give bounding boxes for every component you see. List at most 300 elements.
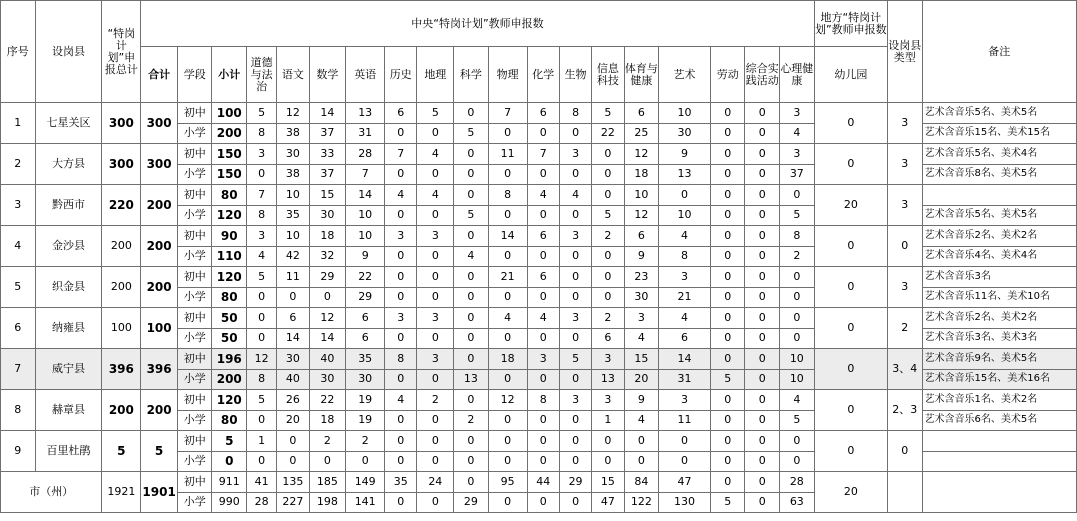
row-subject-value: 4 (659, 308, 711, 329)
row-subject-value: 0 (745, 328, 780, 349)
row-stage: 小学 (177, 205, 212, 226)
summary-subject-value: 41 (247, 472, 277, 493)
row-index: 1 (1, 103, 36, 144)
row-subject-value: 23 (624, 267, 659, 288)
summary-subject-value: 0 (710, 472, 745, 493)
summary-subtotal: 911 (212, 472, 247, 493)
header-subject: 科学 (454, 47, 489, 103)
row-subject-value: 0 (710, 226, 745, 247)
row-subject-value: 13 (454, 369, 489, 390)
row-index: 6 (1, 308, 36, 349)
row-subject-value: 4 (454, 246, 489, 267)
row-subject-value: 0 (780, 328, 815, 349)
row-total: 200 (141, 267, 178, 308)
row-subject-value: 0 (385, 205, 417, 226)
summary-subject-value: 0 (417, 492, 454, 513)
row-subtotal: 50 (212, 328, 247, 349)
row-subject-value: 12 (247, 349, 277, 370)
row-subject-value: 4 (780, 390, 815, 411)
row-subject-value: 0 (710, 451, 745, 472)
row-subject-value: 0 (385, 164, 417, 185)
summary-subject-value: 95 (488, 472, 527, 493)
table-row (1, 185, 1077, 206)
row-subject-value: 4 (624, 328, 659, 349)
row-subtotal: 50 (212, 308, 247, 329)
row-subject-value: 6 (592, 328, 624, 349)
row-subject-value: 21 (488, 267, 527, 288)
row-subject-value: 0 (527, 410, 559, 431)
row-subject-value: 0 (659, 431, 711, 452)
summary-total: 1901 (141, 472, 178, 513)
table-row (1, 431, 1077, 452)
summary-subject-value: 130 (659, 492, 711, 513)
row-subject-value: 0 (454, 390, 489, 411)
row-subject-value: 3 (385, 226, 417, 247)
row-subject-value: 0 (454, 185, 489, 206)
row-subtotal: 120 (212, 205, 247, 226)
table-row (1, 349, 1077, 370)
summary-county-type (888, 472, 923, 513)
header-subject: 心理健康 (780, 47, 815, 103)
row-subject-value: 5 (592, 103, 624, 124)
summary-total-apply: 1921 (102, 472, 141, 513)
row-subject-value: 7 (346, 164, 385, 185)
row-note: 艺术含音乐8名、美术5名 (922, 164, 1076, 185)
row-subject-value: 0 (780, 267, 815, 288)
row-subject-value: 0 (247, 410, 277, 431)
row-subject-value: 10 (346, 205, 385, 226)
row-subject-value: 8 (247, 123, 277, 144)
summary-row (1, 472, 1077, 493)
row-stage: 小学 (177, 369, 212, 390)
row-note: 艺术含音乐5名、美术5名 (922, 103, 1076, 124)
row-subject-value: 0 (745, 185, 780, 206)
summary-kindergarten: 20 (814, 472, 887, 513)
header-subject: 历史 (385, 47, 417, 103)
row-subject-value: 6 (527, 103, 559, 124)
summary-subject-value: 63 (780, 492, 815, 513)
summary-subtotal: 990 (212, 492, 247, 513)
row-subject-value: 9 (624, 246, 659, 267)
row-subject-value: 0 (454, 349, 489, 370)
row-total-apply: 100 (102, 308, 141, 349)
row-subject-value: 29 (309, 267, 346, 288)
row-county-type: 3 (888, 144, 923, 185)
row-total: 300 (141, 103, 178, 144)
row-subject-value: 0 (659, 451, 711, 472)
header-subject: 体育与健康 (624, 47, 659, 103)
row-county: 黔西市 (35, 185, 102, 226)
row-subject-value: 0 (417, 369, 454, 390)
row-subject-value: 5 (247, 103, 277, 124)
header-subtotal: 小计 (212, 47, 247, 103)
row-index: 5 (1, 267, 36, 308)
header-index: 序号 (1, 1, 36, 103)
row-subject-value: 3 (592, 390, 624, 411)
row-subject-value: 5 (710, 369, 745, 390)
row-subject-value: 18 (309, 410, 346, 431)
row-subject-value: 0 (559, 328, 591, 349)
row-subtotal: 90 (212, 226, 247, 247)
summary-subject-value: 0 (527, 492, 559, 513)
row-subtotal: 0 (212, 451, 247, 472)
row-subject-value: 32 (309, 246, 346, 267)
row-stage: 小学 (177, 410, 212, 431)
row-subject-value: 0 (780, 451, 815, 472)
row-county-type: 3 (888, 267, 923, 308)
row-subject-value: 3 (527, 349, 559, 370)
row-subject-value: 0 (559, 410, 591, 431)
row-subject-value: 0 (710, 185, 745, 206)
row-subject-value: 0 (417, 123, 454, 144)
row-subject-value: 12 (488, 390, 527, 411)
row-subject-value: 28 (346, 144, 385, 165)
row-subtotal: 200 (212, 123, 247, 144)
header-subject: 语文 (277, 47, 309, 103)
summary-subject-value: 47 (659, 472, 711, 493)
row-subject-value: 0 (385, 431, 417, 452)
row-subject-value: 8 (247, 369, 277, 390)
row-subject-value: 0 (527, 123, 559, 144)
row-subject-value: 12 (277, 103, 309, 124)
row-stage: 初中 (177, 431, 212, 452)
row-subject-value: 6 (527, 226, 559, 247)
row-subject-value: 11 (488, 144, 527, 165)
row-subtotal: 120 (212, 390, 247, 411)
row-subject-value: 10 (346, 226, 385, 247)
row-kindergarten: 0 (814, 103, 887, 144)
row-stage: 小学 (177, 328, 212, 349)
row-subject-value: 3 (659, 267, 711, 288)
header-county-type: 设岗县类型 (888, 1, 923, 103)
row-subject-value: 30 (309, 205, 346, 226)
row-subject-value: 2 (454, 410, 489, 431)
row-subject-value: 0 (659, 185, 711, 206)
row-county-type: 3、4 (888, 349, 923, 390)
summary-label: 市（州） (1, 472, 102, 513)
row-subject-value: 0 (385, 267, 417, 288)
row-stage: 初中 (177, 349, 212, 370)
row-subject-value: 0 (745, 369, 780, 390)
row-subject-value: 14 (309, 103, 346, 124)
row-subject-value: 37 (780, 164, 815, 185)
row-subject-value: 8 (247, 205, 277, 226)
header-subject: 生物 (559, 47, 591, 103)
row-subject-value: 0 (488, 246, 527, 267)
row-subject-value: 0 (710, 431, 745, 452)
row-kindergarten: 0 (814, 267, 887, 308)
summary-subject-value: 44 (527, 472, 559, 493)
row-subject-value: 0 (277, 451, 309, 472)
row-subject-value: 25 (624, 123, 659, 144)
row-subject-value: 0 (277, 287, 309, 308)
row-note (922, 451, 1076, 472)
summary-subject-value: 47 (592, 492, 624, 513)
row-subtotal: 80 (212, 410, 247, 431)
row-note: 艺术含音乐2名、美术2名 (922, 308, 1076, 329)
row-subject-value: 6 (385, 103, 417, 124)
row-subject-value: 11 (277, 267, 309, 288)
row-subject-value: 35 (346, 349, 385, 370)
row-subject-value: 10 (780, 369, 815, 390)
row-subject-value: 0 (417, 287, 454, 308)
row-subject-value: 3 (559, 144, 591, 165)
row-subject-value: 0 (710, 123, 745, 144)
row-subject-value: 18 (624, 164, 659, 185)
row-subject-value: 0 (710, 267, 745, 288)
row-note: 艺术含音乐6名、美术5名 (922, 410, 1076, 431)
row-subject-value: 0 (745, 246, 780, 267)
row-county-type: 2 (888, 308, 923, 349)
row-subject-value: 0 (488, 369, 527, 390)
summary-subject-value: 141 (346, 492, 385, 513)
row-subject-value: 30 (309, 369, 346, 390)
row-kindergarten: 0 (814, 226, 887, 267)
row-subject-value: 0 (454, 328, 489, 349)
row-kindergarten: 20 (814, 185, 887, 226)
header-subject: 地理 (417, 47, 454, 103)
row-subject-value: 6 (624, 226, 659, 247)
row-subject-value: 35 (277, 205, 309, 226)
summary-subject-value: 0 (454, 472, 489, 493)
row-subject-value: 42 (277, 246, 309, 267)
row-subject-value: 13 (346, 103, 385, 124)
row-kindergarten: 0 (814, 144, 887, 185)
row-total-apply: 220 (102, 185, 141, 226)
row-county-type: 3 (888, 185, 923, 226)
row-subject-value: 6 (527, 267, 559, 288)
row-subject-value: 0 (710, 246, 745, 267)
row-subject-value: 8 (527, 390, 559, 411)
row-subject-value: 0 (417, 410, 454, 431)
row-subtotal: 80 (212, 287, 247, 308)
row-note: 艺术含音乐5名、美术4名 (922, 144, 1076, 165)
row-subject-value: 0 (710, 287, 745, 308)
row-subject-value: 5 (559, 349, 591, 370)
row-subject-value: 0 (417, 164, 454, 185)
row-subject-value: 0 (488, 164, 527, 185)
row-subject-value: 10 (277, 185, 309, 206)
row-subject-value: 0 (592, 144, 624, 165)
row-subject-value: 0 (780, 287, 815, 308)
row-subject-value: 0 (385, 451, 417, 472)
row-subject-value: 4 (559, 185, 591, 206)
row-subject-value: 9 (346, 246, 385, 267)
row-subject-value: 38 (277, 123, 309, 144)
row-subject-value: 0 (745, 144, 780, 165)
row-total-apply: 300 (102, 144, 141, 185)
row-subject-value: 8 (659, 246, 711, 267)
row-stage: 小学 (177, 164, 212, 185)
row-subject-value: 0 (277, 431, 309, 452)
row-subject-value: 0 (559, 164, 591, 185)
row-subject-value: 38 (277, 164, 309, 185)
row-subject-value: 0 (417, 451, 454, 472)
summary-subject-value: 135 (277, 472, 309, 493)
row-subject-value: 30 (346, 369, 385, 390)
summary-note (922, 472, 1076, 513)
row-subject-value: 0 (527, 287, 559, 308)
row-total-apply: 300 (102, 103, 141, 144)
row-subject-value: 10 (659, 205, 711, 226)
row-subject-value: 0 (454, 267, 489, 288)
row-note (922, 431, 1076, 452)
row-stage: 小学 (177, 287, 212, 308)
row-county-type: 2、3 (888, 390, 923, 431)
row-subject-value: 0 (710, 144, 745, 165)
row-subject-value: 0 (745, 267, 780, 288)
row-stage: 初中 (177, 226, 212, 247)
row-county: 赫章县 (35, 390, 102, 431)
row-county: 百里杜鹃 (35, 431, 102, 472)
row-subject-value: 0 (745, 410, 780, 431)
row-subject-value: 0 (559, 246, 591, 267)
row-subject-value: 31 (346, 123, 385, 144)
row-subject-value: 8 (385, 349, 417, 370)
row-subject-value: 0 (710, 349, 745, 370)
row-note: 艺术含音乐9名、美术5名 (922, 349, 1076, 370)
row-subject-value: 18 (309, 226, 346, 247)
row-total: 200 (141, 390, 178, 431)
row-subject-value: 12 (624, 144, 659, 165)
row-subject-value: 0 (780, 185, 815, 206)
row-subject-value: 0 (710, 390, 745, 411)
row-subject-value: 10 (780, 349, 815, 370)
row-subject-value: 0 (488, 123, 527, 144)
row-subject-value: 0 (745, 205, 780, 226)
row-subject-value: 0 (417, 267, 454, 288)
row-subject-value: 4 (385, 390, 417, 411)
row-subject-value: 0 (454, 226, 489, 247)
row-subject-value: 5 (454, 205, 489, 226)
row-subject-value: 29 (346, 287, 385, 308)
row-subject-value: 0 (488, 410, 527, 431)
summary-subject-value: 24 (417, 472, 454, 493)
row-note: 艺术含音乐15名、美术15名 (922, 123, 1076, 144)
row-county: 大方县 (35, 144, 102, 185)
row-subject-value: 0 (624, 431, 659, 452)
row-subject-value: 2 (417, 390, 454, 411)
row-subject-value: 7 (385, 144, 417, 165)
row-note: 艺术含音乐4名、美术4名 (922, 246, 1076, 267)
row-county-type: 3 (888, 103, 923, 144)
row-subject-value: 40 (277, 369, 309, 390)
row-stage: 初中 (177, 308, 212, 329)
header-subject: 艺术 (659, 47, 711, 103)
row-kindergarten: 0 (814, 308, 887, 349)
row-subject-value: 21 (659, 287, 711, 308)
row-subject-value: 0 (247, 164, 277, 185)
row-county-type: 0 (888, 431, 923, 472)
row-subject-value: 20 (624, 369, 659, 390)
row-subject-value: 5 (592, 205, 624, 226)
row-total: 5 (141, 431, 178, 472)
row-subject-value: 6 (659, 328, 711, 349)
summary-subject-value: 227 (277, 492, 309, 513)
header-kindergarten: 幼儿园 (814, 47, 887, 103)
row-subject-value: 6 (346, 308, 385, 329)
row-stage: 小学 (177, 451, 212, 472)
row-subject-value: 0 (527, 369, 559, 390)
row-subject-value: 2 (780, 246, 815, 267)
row-county-type: 0 (888, 226, 923, 267)
header-subject: 道德与法治 (247, 47, 277, 103)
row-subject-value: 0 (559, 287, 591, 308)
row-total: 100 (141, 308, 178, 349)
row-note: 艺术含音乐3名 (922, 267, 1076, 288)
row-subject-value: 14 (659, 349, 711, 370)
row-subject-value: 10 (659, 103, 711, 124)
summary-subject-value: 198 (309, 492, 346, 513)
row-subject-value: 33 (309, 144, 346, 165)
row-subject-value: 5 (247, 267, 277, 288)
row-subject-value: 0 (592, 164, 624, 185)
row-kindergarten: 0 (814, 390, 887, 431)
row-total: 396 (141, 349, 178, 390)
row-subject-value: 0 (488, 328, 527, 349)
row-index: 9 (1, 431, 36, 472)
row-subject-value: 6 (277, 308, 309, 329)
row-subject-value: 3 (559, 390, 591, 411)
row-subject-value: 0 (592, 267, 624, 288)
row-subject-value: 0 (780, 431, 815, 452)
summary-stage: 初中 (177, 472, 212, 493)
row-index: 4 (1, 226, 36, 267)
row-subject-value: 0 (745, 390, 780, 411)
row-subject-value: 0 (710, 308, 745, 329)
row-subject-value: 0 (385, 410, 417, 431)
row-subject-value: 0 (454, 144, 489, 165)
row-subtotal: 150 (212, 144, 247, 165)
row-subject-value: 0 (385, 246, 417, 267)
header-total: 合计 (141, 47, 178, 103)
row-subject-value: 0 (527, 205, 559, 226)
row-subtotal: 196 (212, 349, 247, 370)
row-total-apply: 200 (102, 390, 141, 431)
summary-subject-value: 15 (592, 472, 624, 493)
row-subject-value: 0 (559, 123, 591, 144)
row-subject-value: 11 (659, 410, 711, 431)
row-subject-value: 7 (527, 144, 559, 165)
row-subject-value: 30 (624, 287, 659, 308)
row-subject-value: 5 (780, 205, 815, 226)
row-subject-value: 0 (745, 164, 780, 185)
summary-subject-value: 5 (710, 492, 745, 513)
row-subject-value: 5 (454, 123, 489, 144)
row-subtotal: 110 (212, 246, 247, 267)
row-subject-value: 4 (527, 185, 559, 206)
row-subject-value: 0 (592, 451, 624, 472)
summary-subject-value: 29 (559, 472, 591, 493)
row-subject-value: 3 (559, 226, 591, 247)
row-total: 200 (141, 226, 178, 267)
row-subject-value: 0 (417, 328, 454, 349)
row-subject-value: 3 (659, 390, 711, 411)
row-subject-value: 0 (417, 246, 454, 267)
row-subject-value: 8 (559, 103, 591, 124)
row-county: 金沙县 (35, 226, 102, 267)
header-subject: 物理 (488, 47, 527, 103)
row-subject-value: 14 (488, 226, 527, 247)
row-note: 艺术含音乐3名、美术3名 (922, 328, 1076, 349)
row-subject-value: 14 (346, 185, 385, 206)
row-subject-value: 0 (559, 205, 591, 226)
row-subject-value: 0 (527, 451, 559, 472)
row-subject-value: 0 (454, 287, 489, 308)
table-row (1, 267, 1077, 288)
row-subject-value: 12 (309, 308, 346, 329)
row-subject-value: 0 (309, 287, 346, 308)
